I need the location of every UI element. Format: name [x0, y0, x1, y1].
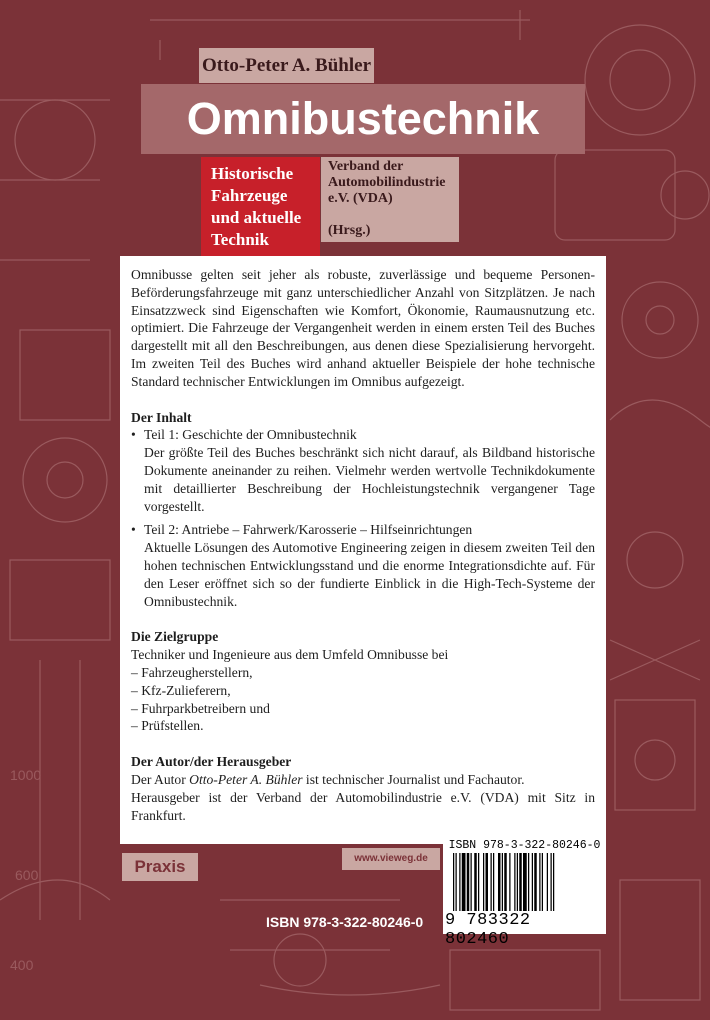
publisher-url: www.vieweg.de: [342, 848, 440, 870]
isbn-label: ISBN 978-3-322-80246-0: [266, 914, 424, 930]
autor-heading: Der Autor/der Herausgeber: [131, 754, 292, 770]
publisher-line: e.V. (VDA): [328, 191, 393, 206]
inhalt-item: [131, 426, 595, 515]
barcode: [443, 838, 606, 949]
barcode-bars: [453, 853, 598, 911]
publisher-box: [321, 157, 459, 242]
subtitle-line: Technik: [211, 230, 269, 249]
subtitle-line: Historische: [211, 164, 294, 183]
zielgruppe-item: – Prüfstellen.: [131, 718, 204, 734]
subtitle-box: [201, 157, 320, 257]
inhalt-item-title: Teil 2: Antriebe – Fahrwerk/Karosserie – Hilfseinrichtungen: [144, 522, 473, 538]
autor-paragraph: Der Autor Otto-Peter A. Bühler ist technischer Journalist und Fachautor.: [131, 771, 525, 787]
svg-text:400: 400: [10, 957, 34, 973]
book-title: Omnibustechnik: [141, 84, 585, 154]
barcode-isbn: ISBN 978-3-322-80246-0: [448, 839, 601, 852]
inhalt-item-text: Aktuelle Lösungen des Automotive Engineering zeigen in diesem zweiten Teil den hohen technischen Entwicklungsstand und die enorme Integrationsdichte auf. Für den Leser eröffnet sich so der fundierte Einblick in die High-Tech-Systeme der Omnibustechnik.: [144, 540, 595, 609]
svg-text:1000: 1000: [10, 767, 42, 783]
author-name-box: Otto-Peter A. Bühler: [199, 48, 374, 83]
subtitle-line: und aktuelle: [211, 208, 302, 227]
inhalt-heading: Der Inhalt: [131, 409, 192, 425]
zielgruppe-item: – Fahrzeugherstellern,: [131, 664, 253, 680]
intro-paragraph: Omnibusse gelten seit jeher als robuste, zuverlässige und bequeme Personen-Beförderungsfahrzeuge mit ganz unterschiedlicher Anzahl von Sitzplätzen. Je nach Einsatzzweck sind Eigenschaften wie Komfort, Ökonomie, Raumausnutzung etc. optimiert. Die Fahrzeuge der Vergangenheit werden in einem ersten Teil des Buches dargestellt mit all den Beschreibungen, aus denen diese Spezialisierung hervorgeht. Im zweiten Teil des Buches wird anhand aktueller Beispiele der hohe technische Standard technischer Entwicklungen im Omnibus aufgezeigt.: [131, 267, 595, 389]
barcode-digits: 9 783322 802460: [445, 911, 531, 949]
publisher-line: Verband der: [328, 159, 404, 174]
inhalt-item: [131, 521, 595, 610]
zielgruppe-item: – Fuhrparkbetreibern und: [131, 700, 270, 716]
autor-name: Otto-Peter A. Bühler: [189, 771, 303, 787]
publisher-role: (Hrsg.): [328, 223, 371, 238]
zielgruppe-heading: Die Zielgruppe: [131, 629, 219, 645]
subtitle-line: Fahrzeuge: [211, 186, 288, 205]
bullet-icon: •: [131, 427, 136, 443]
inhalt-item-text: Der größte Teil des Buches beschränkt sich nicht darauf, als Bildband historische Dokumente aneinander zu reihen. Vielmehr werden wertvolle Technikdokumente mit detaillierter Beschreibung der Hochleistungstechnik vergangener Tage vorgestellt.: [144, 445, 595, 514]
zielgruppe-intro: Techniker und Ingenieure aus dem Umfeld Omnibusse bei: [131, 647, 449, 663]
blurb-panel: [120, 256, 606, 844]
zielgruppe-item: – Kfz-Zulieferern,: [131, 682, 231, 698]
bullet-icon: •: [131, 522, 136, 538]
herausgeber-paragraph: Herausgeber ist der Verband der Automobilindustrie e.V. (VDA) mit Sitz in Frankfurt.: [131, 789, 595, 823]
series-badge: Praxis: [122, 853, 198, 881]
inhalt-item-title: Teil 1: Geschichte der Omnibustechnik: [144, 427, 357, 443]
publisher-line: Automobilindustrie: [328, 175, 446, 190]
svg-text:600: 600: [15, 867, 39, 883]
